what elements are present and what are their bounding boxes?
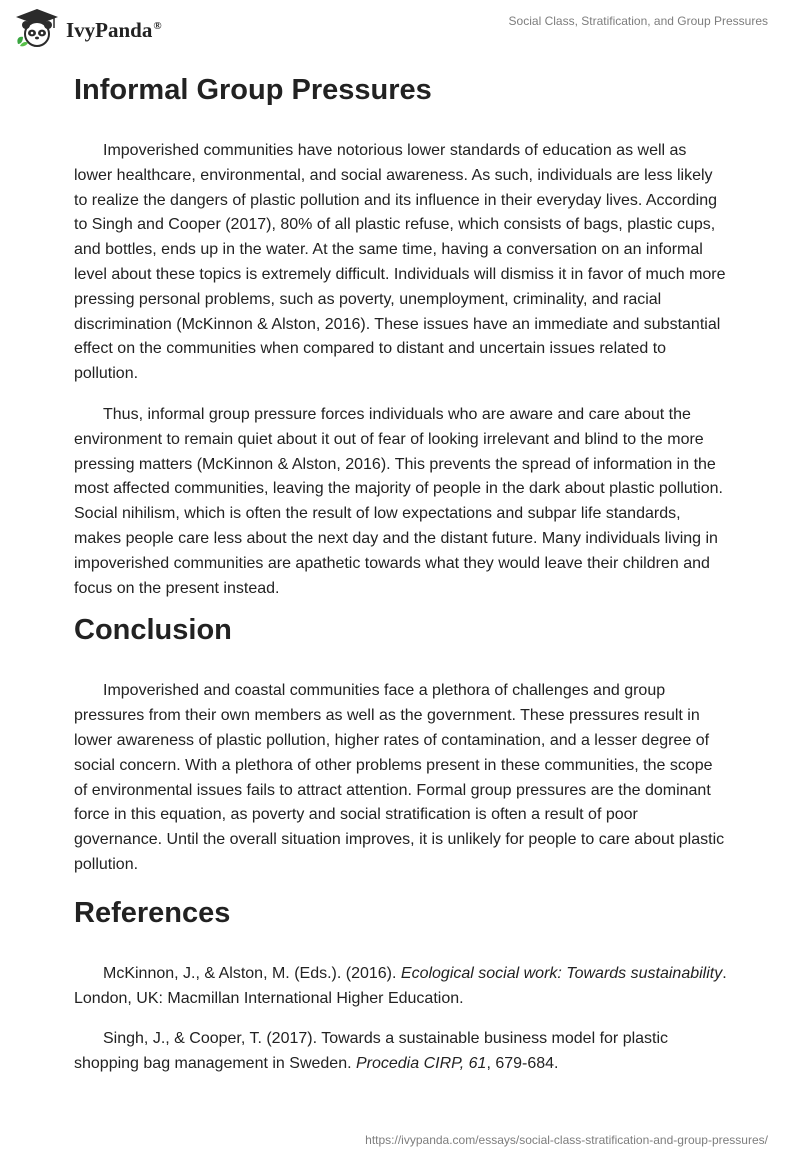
essay-content — [74, 72, 728, 1077]
heading-informal-group-pressures: Informal Group Pressures — [74, 74, 432, 106]
brand-name: IvyPanda® — [66, 17, 162, 42]
running-title: Social Class, Stratification, and Group Pressures — [508, 14, 768, 28]
page-header — [0, 0, 800, 64]
heading-references: References — [74, 896, 231, 929]
ivypanda-logo[interactable] — [14, 8, 162, 48]
paragraph-conclusion: Impoverished and coastal communities face a plethora of challenges and group pressures from their own members as well as the government. These pressures result in lower awareness of plastic pollution, higher rates of contamination, and a lesser degree of social concern. With a plethora of other problems present in these communities, the scope of environmental issues fails to attract attention. Formal group pressures are the dominant force in this equation, as poverty and social stratification is often a result of poor governance. Until the overall situation improves, it is unlikely for people to care about plastic pollution. — [74, 682, 725, 873]
paragraph-informal-2: Thus, informal group pressure forces individuals who are aware and care about the environment to remain quiet about it out of fear of looking irrelevant and blind to the more pressing matters (McKinnon & Alston, 2016). This prevents the spread of information in the most affected communities, leaving the majority of people in the dark about plastic pollution. Social nihilism, which is often the result of low expectations and subpar life standards, makes people care less about the next day and the distant future. Many individuals living in impoverished communities are apathetic towards what they would leave their children and focus on the present instead. — [74, 405, 723, 597]
panda-graduate-icon — [14, 8, 60, 48]
paragraph-informal-1: Impoverished communities have notorious lower standards of education as well as lower healthcare, environmental, and social awareness. As such, individuals are less likely to realize the dangers of plastic pollution and its influence in their everyday lives. According to Singh and Cooper (2017), 80% of all plastic refuse, which consists of bags, plastic cups, and bottles, ends up in the water. At the same time, having a conversation on an informal level about these topics is extremely difficult. Individuals will dismiss it in favor of much more pressing personal problems, such as poverty, unemployment, criminality, and racial discrimination (McKinnon & Alston, 2016). These issues have an immediate and substantial effect on the communities when compared to distant and uncertain issues related to pollution. — [74, 142, 726, 383]
reference-item: McKinnon, J., & Alston, M. (Eds.). (2016). Ecological social work: Towards sustainability. London, UK: Macmillan International Higher Education. — [74, 964, 727, 1007]
source-url-link[interactable]: https://ivypanda.com/essays/social-class-stratification-and-group-pressures/ — [365, 1133, 768, 1147]
heading-conclusion: Conclusion — [74, 614, 232, 647]
reference-item: Singh, J., & Cooper, T. (2017). Towards a sustainable business model for plastic shopping bag management in Sweden. Procedia CIRP, 61, 679-684. — [74, 1030, 669, 1073]
